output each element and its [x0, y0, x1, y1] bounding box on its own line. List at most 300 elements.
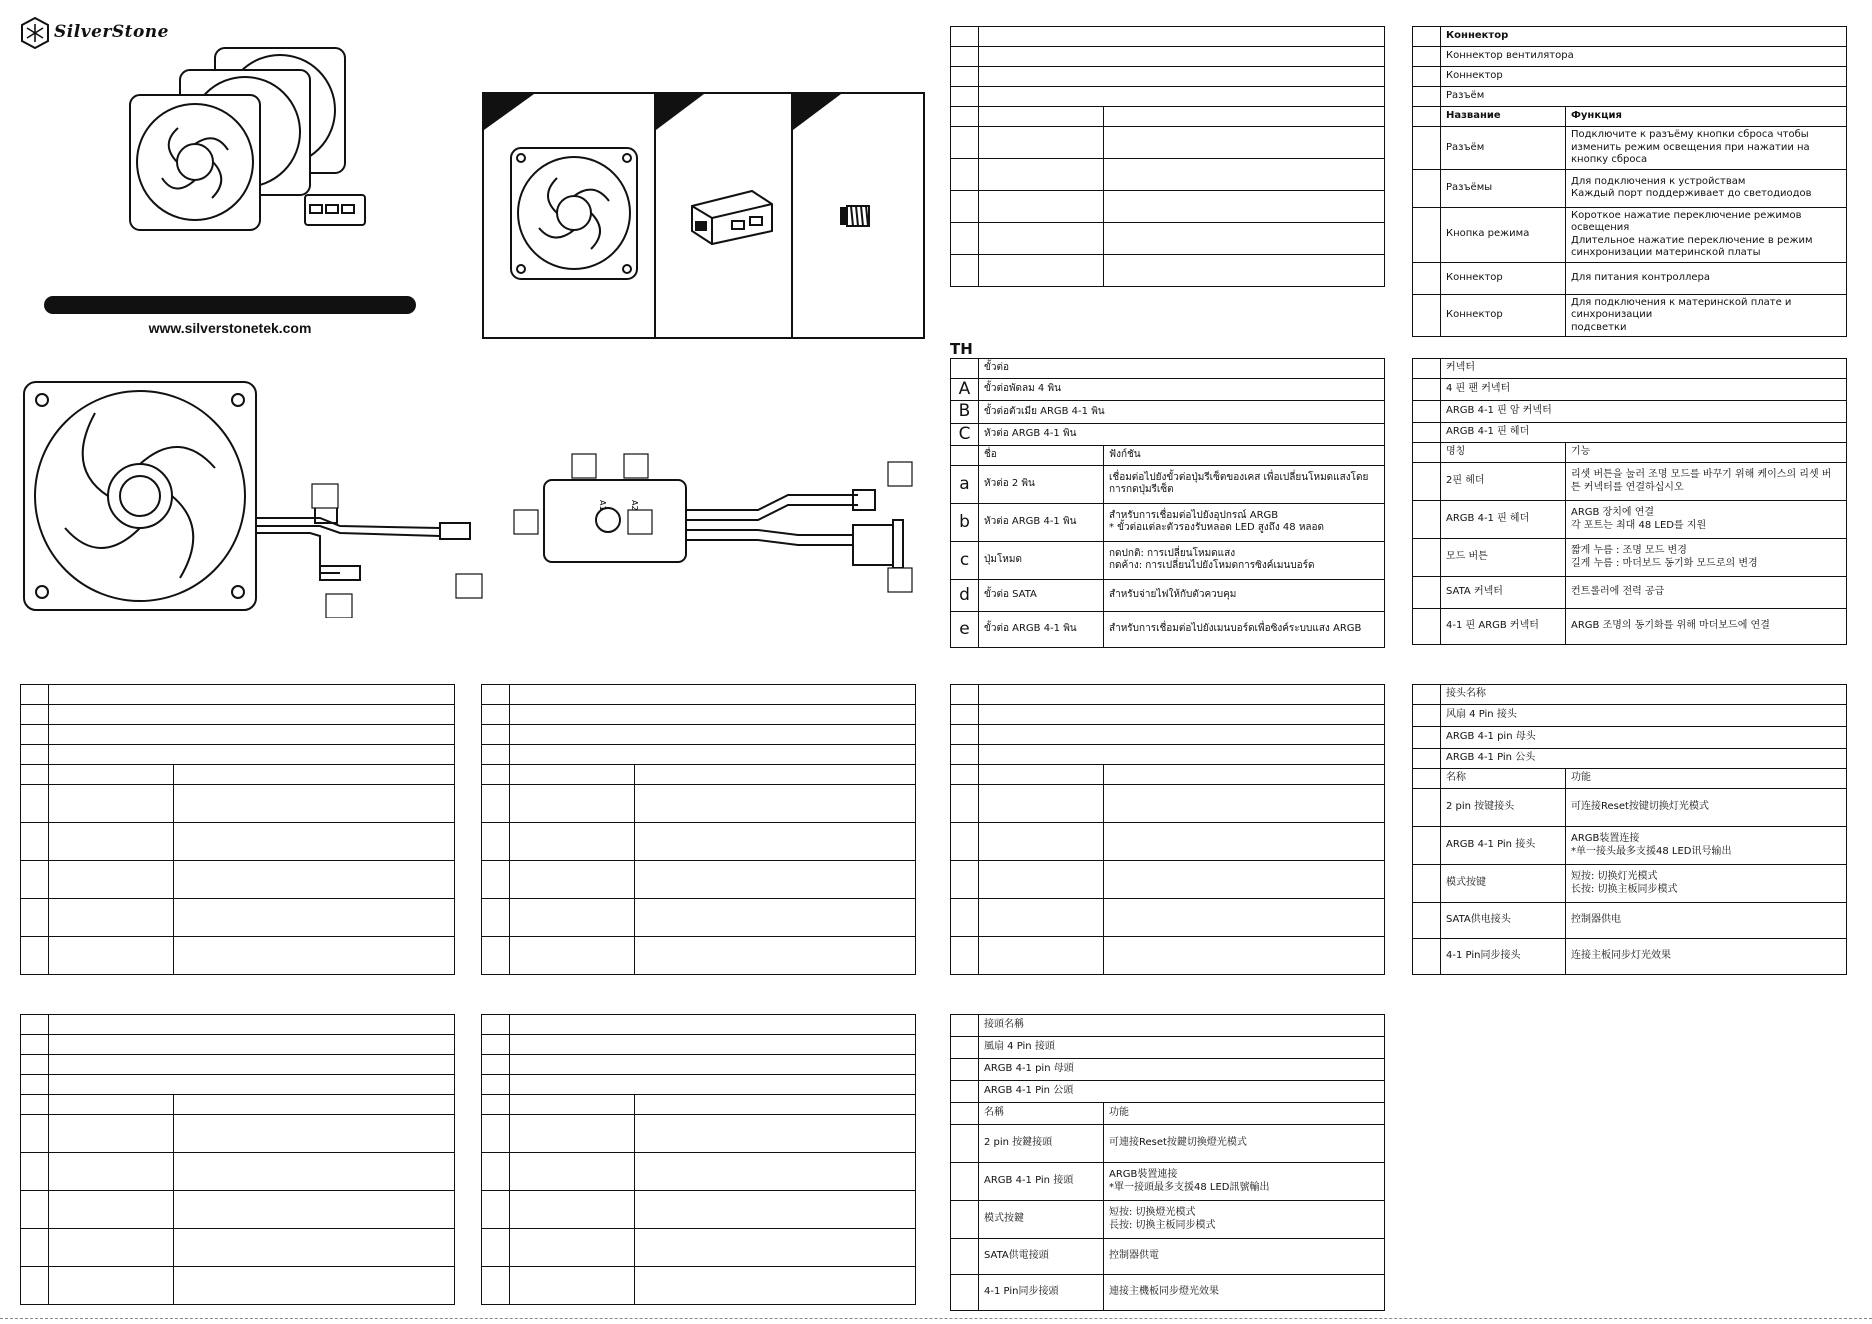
header-name — [979, 765, 1104, 785]
row-letter — [482, 705, 510, 725]
row-function — [174, 937, 455, 975]
row-letter — [1413, 865, 1441, 903]
spec-table-ru — [1412, 26, 1847, 337]
header-row — [951, 445, 1385, 465]
connector-name — [49, 745, 455, 765]
row-name — [510, 937, 635, 975]
header-row — [482, 1095, 916, 1115]
row-letter — [951, 1125, 979, 1163]
row-name — [979, 785, 1104, 823]
row-function: กดปกติ: การเปลี่ยนโหมดแสง กดค้าง: การเปลี่ยนไปยังโหมดการซิงค์เมนบอร์ด — [1104, 541, 1385, 579]
row-function: ARGB 장치에 연결 각 포트는 최대 48 LED를 지원 — [1566, 501, 1847, 539]
table-row — [1413, 865, 1847, 903]
row-letter — [21, 937, 49, 975]
connector-row — [1413, 401, 1847, 423]
row-letter — [482, 1075, 510, 1095]
row-letter — [1413, 789, 1441, 827]
connector-row — [951, 725, 1385, 745]
website-url: www.silverstonetek.com — [148, 320, 312, 336]
connector-name — [979, 87, 1385, 107]
row-letter: e — [951, 611, 979, 647]
row-letter — [951, 937, 979, 975]
row-name: หัวต่อ ARGB 4-1 พิน — [979, 503, 1104, 541]
header-name — [979, 107, 1104, 127]
table-row — [482, 823, 916, 861]
row-letter: c — [951, 541, 979, 579]
row-function — [635, 1229, 916, 1267]
row-letter — [1413, 87, 1441, 107]
row-name: Коннектор — [1441, 262, 1566, 294]
connector-row — [1413, 685, 1847, 705]
row-letter — [21, 765, 49, 785]
row-name: ARGB 4-1 Pin 接头 — [1441, 827, 1566, 865]
connector-row — [21, 705, 455, 725]
spec-table-th — [950, 358, 1385, 648]
row-letter — [21, 705, 49, 725]
table-row — [951, 823, 1385, 861]
row-function — [1104, 899, 1385, 937]
row-name — [49, 937, 174, 975]
row-letter — [482, 1153, 510, 1191]
row-letter — [21, 1095, 49, 1115]
connector-name — [49, 1015, 455, 1035]
table-row — [951, 255, 1385, 287]
spec-table-kr — [1412, 358, 1847, 645]
row-name — [49, 1153, 174, 1191]
row-name — [979, 159, 1104, 191]
connector-name: 風扇 4 Pin 接頭 — [979, 1037, 1385, 1059]
table-row — [1413, 903, 1847, 939]
table-row — [951, 1163, 1385, 1201]
connector-row — [21, 685, 455, 705]
connector-name — [510, 1055, 916, 1075]
table-row — [1413, 262, 1847, 294]
row-letter — [482, 765, 510, 785]
row-function: 短按: 切换灯光模式 长按: 切换主板同步模式 — [1566, 865, 1847, 903]
table-row — [951, 159, 1385, 191]
table-row — [1413, 577, 1847, 609]
connector-name: Разъём — [1441, 87, 1847, 107]
row-letter — [482, 1229, 510, 1267]
row-letter — [21, 685, 49, 705]
table-row — [482, 1267, 916, 1305]
row-function: 리셋 버튼을 눌러 조명 모드를 바꾸기 위해 케이스의 리셋 버튼 커넥터를 연결하십시오 — [1566, 463, 1847, 501]
connector-name: ARGB 4-1 pin 母頭 — [979, 1059, 1385, 1081]
header-name — [49, 1095, 174, 1115]
screw-item-icon — [839, 200, 879, 232]
row-function — [1104, 159, 1385, 191]
table-row — [951, 937, 1385, 975]
row-letter: b — [951, 503, 979, 541]
connector-name: ขั้วต่อ — [979, 359, 1385, 379]
table-row — [951, 541, 1385, 579]
connector-name: 接头名称 — [1441, 685, 1847, 705]
row-letter — [21, 1267, 49, 1305]
row-letter — [951, 359, 979, 379]
row-letter — [951, 899, 979, 937]
row-name — [49, 1267, 174, 1305]
header-row — [1413, 107, 1847, 127]
header-name: 名稱 — [979, 1103, 1104, 1125]
table-row — [21, 1115, 455, 1153]
table-row — [482, 1115, 916, 1153]
row-function: Для подключения к устройствам Каждый порт поддерживает до светодиодов — [1566, 169, 1847, 207]
row-name — [49, 899, 174, 937]
row-name: 模式按键 — [1441, 865, 1566, 903]
row-letter — [21, 899, 49, 937]
connector-name: Коннектор вентилятора — [1441, 47, 1847, 67]
connector-row — [21, 745, 455, 765]
spec-table-tc — [950, 1014, 1385, 1311]
row-name: ขั้วต่อ ARGB 4-1 พิน — [979, 611, 1104, 647]
row-function — [635, 823, 916, 861]
header-function — [635, 765, 916, 785]
row-function: 짧게 누름 : 조명 모드 변경 길게 누름 : 마더보드 동기화 모드로의 변경 — [1566, 539, 1847, 577]
connector-name — [979, 705, 1385, 725]
row-letter — [482, 685, 510, 705]
connector-name: Коннектор — [1441, 67, 1847, 87]
connector-row — [482, 725, 916, 745]
connector-name: 4 핀 팬 커넥터 — [1441, 379, 1847, 401]
row-function — [635, 785, 916, 823]
row-function — [1104, 785, 1385, 823]
package-contents-box — [482, 92, 925, 339]
header-function: 기능 — [1566, 443, 1847, 463]
connector-row — [482, 1035, 916, 1055]
row-name — [49, 785, 174, 823]
row-name: หัวต่อ 2 พิน — [979, 465, 1104, 503]
table-row — [482, 1191, 916, 1229]
connector-name: 接頭名稱 — [979, 1015, 1385, 1037]
header-function — [1104, 765, 1385, 785]
row-letter — [951, 127, 979, 159]
connector-row — [21, 1015, 455, 1035]
connector-row — [951, 1015, 1385, 1037]
row-name — [510, 823, 635, 861]
blank-spec-table — [950, 26, 1385, 287]
row-function: Короткое нажатие переключение режимов освещения Длительное нажатие переключение в режим синхронизации материнской платы — [1566, 207, 1847, 262]
row-letter — [482, 725, 510, 745]
table-row — [1413, 939, 1847, 975]
fan-item-icon — [509, 146, 639, 281]
row-function: เชื่อมต่อไปยังขั้วต่อปุ่มรีเซ็ตของเคส เพื่อเปลี่ยนโหมดแสงโดยการกดปุ่มรีเซ็ต — [1104, 465, 1385, 503]
connector-name — [49, 1075, 455, 1095]
table-row — [482, 785, 916, 823]
controller-wiring-diagram — [508, 450, 928, 600]
fan-wiring-diagram — [20, 378, 500, 618]
row-letter: a — [951, 465, 979, 503]
connector-row — [1413, 359, 1847, 379]
row-letter — [951, 685, 979, 705]
title-bar — [44, 296, 416, 314]
table-row — [21, 823, 455, 861]
row-name: SATA供電接頭 — [979, 1239, 1104, 1275]
row-function — [1104, 823, 1385, 861]
table-row — [1413, 789, 1847, 827]
row-letter — [482, 823, 510, 861]
row-letter — [21, 861, 49, 899]
table-row — [951, 1201, 1385, 1239]
row-letter — [482, 1115, 510, 1153]
connector-name — [510, 725, 916, 745]
table-row — [482, 1153, 916, 1191]
row-function — [635, 1115, 916, 1153]
row-letter — [1413, 939, 1441, 975]
row-letter — [21, 823, 49, 861]
row-function — [1104, 255, 1385, 287]
row-letter — [951, 765, 979, 785]
row-letter: d — [951, 579, 979, 611]
row-function: 控制器供電 — [1104, 1239, 1385, 1275]
row-name: ปุ่มโหมด — [979, 541, 1104, 579]
row-function: สำหรับการเชื่อมต่อไปยังเมนบอร์ดเพื่อซิงค์ระบบแสง ARGB — [1104, 611, 1385, 647]
row-name: Разъёмы — [1441, 169, 1566, 207]
connector-name: Коннектор — [1441, 27, 1847, 47]
connector-row — [951, 67, 1385, 87]
table-row — [1413, 539, 1847, 577]
connector-row — [482, 1075, 916, 1095]
row-function — [635, 1191, 916, 1229]
row-letter — [951, 445, 979, 465]
row-name — [979, 223, 1104, 255]
row-letter — [482, 1015, 510, 1035]
row-name: ARGB 4-1 Pin 接頭 — [979, 1163, 1104, 1201]
table-row — [482, 861, 916, 899]
blank-spec-table — [20, 1014, 455, 1305]
table-row — [951, 1239, 1385, 1275]
row-letter — [482, 1267, 510, 1305]
header-row — [482, 765, 916, 785]
row-letter — [482, 937, 510, 975]
table-row — [951, 465, 1385, 503]
row-name — [510, 899, 635, 937]
connector-name: หัวต่อ ARGB 4-1 พิน — [979, 423, 1385, 445]
row-function — [635, 899, 916, 937]
blank-spec-table — [950, 684, 1385, 975]
row-function — [635, 1153, 916, 1191]
row-letter — [1413, 294, 1441, 337]
connector-name — [49, 725, 455, 745]
connector-row — [951, 379, 1385, 401]
row-function — [174, 899, 455, 937]
connector-row — [951, 27, 1385, 47]
row-letter — [1413, 749, 1441, 769]
table-row — [1413, 294, 1847, 337]
row-letter: C — [951, 423, 979, 445]
header-name — [510, 1095, 635, 1115]
connector-name: ขั้วต่อพัดลม 4 พิน — [979, 379, 1385, 401]
row-name — [510, 1153, 635, 1191]
connector-name — [49, 1035, 455, 1055]
table-row — [951, 191, 1385, 223]
connector-row — [951, 401, 1385, 423]
row-function — [174, 1191, 455, 1229]
connector-row — [951, 1037, 1385, 1059]
row-letter — [951, 1059, 979, 1081]
connector-row — [951, 685, 1385, 705]
table-row — [951, 861, 1385, 899]
row-letter — [951, 785, 979, 823]
header-function: 功能 — [1566, 769, 1847, 789]
connector-row — [482, 705, 916, 725]
row-letter — [951, 1081, 979, 1103]
connector-row — [951, 705, 1385, 725]
row-name: 4-1 Pin同步接頭 — [979, 1275, 1104, 1311]
connector-name — [49, 1055, 455, 1075]
row-letter — [1413, 359, 1441, 379]
row-function — [174, 861, 455, 899]
row-function — [1104, 937, 1385, 975]
blank-spec-table — [481, 1014, 916, 1305]
connector-row — [951, 1059, 1385, 1081]
row-letter — [21, 1075, 49, 1095]
row-letter — [482, 745, 510, 765]
row-letter — [951, 1103, 979, 1125]
connector-name — [510, 685, 916, 705]
connector-name: ขั้วต่อตัวเมีย ARGB 4-1 พิน — [979, 401, 1385, 423]
row-letter — [482, 1191, 510, 1229]
connector-row — [1413, 379, 1847, 401]
row-letter — [1413, 463, 1441, 501]
connector-row — [1413, 749, 1847, 769]
row-letter — [951, 745, 979, 765]
bottom-border — [0, 1318, 1872, 1324]
row-name: 4-1 Pin同步接头 — [1441, 939, 1566, 975]
table-row — [1413, 169, 1847, 207]
row-name: SATA供电接头 — [1441, 903, 1566, 939]
row-letter — [21, 1035, 49, 1055]
row-letter — [1413, 27, 1441, 47]
row-name — [49, 823, 174, 861]
header-name: Название — [1441, 107, 1566, 127]
row-name — [510, 1267, 635, 1305]
connector-name — [979, 67, 1385, 87]
connector-row — [1413, 27, 1847, 47]
connector-name — [979, 47, 1385, 67]
table-row — [1413, 127, 1847, 170]
row-letter: A — [951, 379, 979, 401]
row-letter — [951, 107, 979, 127]
row-name — [510, 1115, 635, 1153]
table-row — [951, 503, 1385, 541]
row-letter — [21, 1115, 49, 1153]
header-name — [510, 765, 635, 785]
row-name: 模式按鍵 — [979, 1201, 1104, 1239]
row-letter — [1413, 107, 1441, 127]
row-letter — [1413, 423, 1441, 443]
row-letter — [951, 87, 979, 107]
row-function: สำหรับจ่ายไฟให้กับตัวควบคุม — [1104, 579, 1385, 611]
row-letter — [951, 27, 979, 47]
row-function — [174, 1153, 455, 1191]
connector-name — [979, 745, 1385, 765]
row-letter — [1413, 685, 1441, 705]
table-row — [951, 1125, 1385, 1163]
connector-row — [951, 47, 1385, 67]
row-letter — [21, 1153, 49, 1191]
row-name — [979, 823, 1104, 861]
connector-row — [951, 423, 1385, 445]
row-name — [49, 1191, 174, 1229]
connector-row — [1413, 47, 1847, 67]
connector-row — [482, 685, 916, 705]
row-letter — [1413, 769, 1441, 789]
connector-row — [951, 745, 1385, 765]
row-letter — [1413, 262, 1441, 294]
blank-spec-table — [481, 684, 916, 975]
row-letter — [951, 1239, 979, 1275]
row-name: 4-1 핀 ARGB 커넥터 — [1441, 609, 1566, 645]
table-row — [482, 899, 916, 937]
table-row — [21, 1267, 455, 1305]
table-row — [21, 937, 455, 975]
connector-name — [979, 725, 1385, 745]
connector-row — [482, 745, 916, 765]
connector-name — [979, 27, 1385, 47]
table-row — [951, 899, 1385, 937]
row-name — [49, 861, 174, 899]
spec-table-sc — [1412, 684, 1847, 975]
controller-port-label: A2 — [630, 500, 639, 511]
row-function — [174, 823, 455, 861]
table-row — [21, 861, 455, 899]
row-name — [979, 861, 1104, 899]
connector-name — [510, 705, 916, 725]
row-function: ARGB装置连接 *单一接头最多支援48 LED讯号输出 — [1566, 827, 1847, 865]
table-row — [951, 611, 1385, 647]
row-letter — [1413, 401, 1441, 423]
controller-item-icon — [682, 186, 777, 246]
connector-row — [1413, 67, 1847, 87]
table-row — [951, 785, 1385, 823]
table-row — [1413, 207, 1847, 262]
row-letter — [951, 705, 979, 725]
connector-row — [1413, 423, 1847, 443]
row-name — [979, 255, 1104, 287]
row-letter — [21, 785, 49, 823]
row-letter — [951, 255, 979, 287]
row-letter — [21, 1191, 49, 1229]
header-function — [174, 1095, 455, 1115]
row-letter — [951, 1037, 979, 1059]
connector-row — [1413, 727, 1847, 749]
connector-row — [482, 1015, 916, 1035]
row-function — [635, 861, 916, 899]
row-letter — [482, 899, 510, 937]
controller-port-label: A1 — [598, 500, 607, 511]
row-name — [979, 191, 1104, 223]
row-letter — [1413, 67, 1441, 87]
row-function: ARGB裝置連接 *單一接頭最多支援48 LED訊號輸出 — [1104, 1163, 1385, 1201]
row-letter — [951, 1163, 979, 1201]
row-name: Кнопка режима — [1441, 207, 1566, 262]
row-function — [1104, 861, 1385, 899]
connector-name — [510, 745, 916, 765]
row-letter — [951, 191, 979, 223]
connector-row — [21, 1035, 455, 1055]
connector-name: 风扇 4 Pin 接头 — [1441, 705, 1847, 727]
row-letter — [951, 861, 979, 899]
row-function — [635, 1267, 916, 1305]
connector-name — [49, 685, 455, 705]
row-letter — [951, 1015, 979, 1037]
connector-row — [1413, 87, 1847, 107]
connector-row — [482, 1055, 916, 1075]
connector-row — [21, 725, 455, 745]
corner-markers — [484, 94, 927, 154]
row-letter — [1413, 903, 1441, 939]
header-row — [21, 765, 455, 785]
